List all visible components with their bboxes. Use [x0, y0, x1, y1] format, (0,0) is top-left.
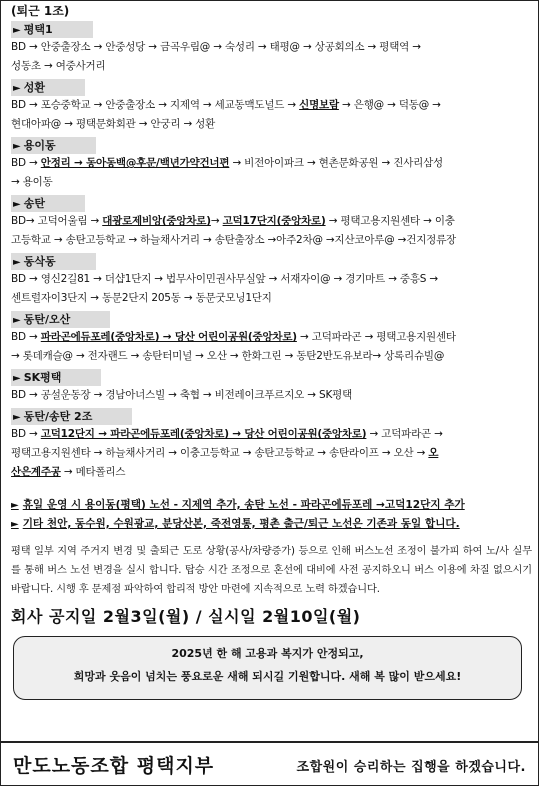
route-stops: → 평택고용지원센타 → 이충	[325, 215, 455, 227]
route-name: SK평택	[23, 371, 62, 384]
route-stops: BD → 포승중학교 → 안중출장소 → 지제역 → 세교동맥도널드 →	[11, 99, 300, 111]
highlighted-stop: 고덕12단지 → 파라곤에듀포레(중앙차로) → 당산 어린이공원(중앙차로)	[40, 428, 367, 440]
highlighted-stop: 오	[428, 447, 439, 459]
notes	[11, 496, 532, 534]
route-stops: 현대아파@ → 평택문화회관 → 안궁리 → 성환	[11, 118, 216, 130]
route-stops: 성동초 → 여중사거리	[11, 60, 106, 72]
route-stops: → 고덕파라곤 →	[366, 428, 443, 440]
route-name: 동탄/송탄 2조	[23, 410, 93, 423]
route-stops-line	[11, 463, 532, 482]
route-stops: → 용이동	[11, 176, 53, 188]
triangle-icon: ►	[13, 141, 21, 152]
highlighted-stop: 안정리 → 동아동백@후문/백년가약건너편	[40, 157, 230, 169]
route-name: 송탄	[23, 197, 45, 210]
note-other-routes	[11, 515, 532, 534]
route-name: 평택1	[23, 23, 53, 36]
route-stops-line	[11, 347, 532, 366]
route-stops-line	[11, 444, 532, 463]
highlighted-stop: 산은계주공	[11, 466, 61, 478]
route-stops: → 롯데캐슬@ → 전자랜드 → 송탄터미널 → 오산 → 한화그린 → 동탄2반도유보라→ 상록리슈빌@	[11, 350, 445, 362]
route-name: 동삭동	[23, 255, 56, 268]
content	[1, 1, 538, 700]
route-stops: → 비전아이파크 → 현촌문화공원 → 진사리삼성	[229, 157, 443, 169]
route-header	[11, 311, 110, 328]
route-stops-line	[11, 57, 532, 76]
route-stops-line	[11, 425, 532, 444]
route-list	[11, 18, 532, 482]
route-stops: →	[210, 215, 223, 227]
route-stops: → 고덕파라곤 → 평택고용지원센타	[296, 331, 456, 343]
route-header	[11, 369, 101, 386]
route-header	[11, 79, 85, 96]
footer	[1, 741, 538, 787]
greeting-line-1: 2025년 한 해 고용과 복지가 안정되고,	[171, 647, 364, 660]
note-text: 기타 천안, 동수원, 수원광교, 분당산본, 죽전영통, 평촌 출근/퇴근 노선은 기존과 동일 합니다.	[22, 518, 460, 530]
highlighted-stop: 고덕17단지(중앙차로)	[222, 215, 326, 227]
route-stops: BD → 공설운동장 → 경남아너스빌 → 축협 → 비전레이크푸르지오 → SK평택	[11, 389, 353, 401]
route-stops-line	[11, 154, 532, 173]
note-text: 휴일 운영 시 용이동(평택) 노선 - 지제역 추가, 송탄 노선 - 파라곤에듀포레 →고덕12단지 추가	[22, 499, 465, 511]
triangle-icon: ►	[13, 373, 21, 384]
route-header	[11, 408, 132, 425]
route-name: 동탄/오산	[23, 313, 71, 326]
route-stops-line	[11, 115, 532, 134]
note-holiday	[11, 496, 532, 515]
route-stops: BD → 영신2길81 → 더샵1단지 → 법무사이민권사무실앞 → 서재자이@ → 경기마트 → 중흥S →	[11, 273, 439, 285]
route-header	[11, 137, 96, 154]
highlighted-stop: 파라곤에듀포레(중앙차로) → 당산 어린이공원(중앙차로)	[40, 331, 297, 343]
route-stops-line	[11, 231, 532, 250]
route-stops: BD→ 고덕어울림 →	[11, 215, 103, 227]
page-title: (퇴근 1조)	[11, 4, 70, 18]
triangle-icon: ►	[11, 500, 19, 511]
highlighted-stop: 대광로제비앙(중앙차로)	[102, 215, 211, 227]
route-header	[11, 195, 85, 212]
route-name: 용이동	[23, 139, 56, 152]
route-stops: → 은행@ → 덕동@ →	[338, 99, 441, 111]
route-header	[11, 21, 93, 38]
triangle-icon: ►	[13, 257, 21, 268]
route-stops: 고등학교 → 송탄고등학교 → 하늘채사거리 → 송탄출장소 →아주2차@ →지산코아루@ →건지정류장	[11, 234, 456, 246]
route-stops-line	[11, 386, 532, 405]
route-stops: 평택고용지원센타 → 하늘채사거리 → 이충고등학교 → 송탄고등학교 → 송탄라이프 → 오산 →	[11, 447, 429, 459]
route-stops-line	[11, 212, 532, 231]
triangle-icon: ►	[13, 315, 21, 326]
greeting-box	[13, 636, 522, 700]
route-stops: 센트럴자이3단지 → 동문2단지 205동 → 동문굿모닝1단지	[11, 292, 272, 304]
route-stops-line	[11, 38, 532, 57]
route-stops: BD → 안중출장소 → 안중성당 → 금곡우림@ → 숙성리 → 태평@ → 상공회의소 → 평택역 →	[11, 41, 421, 53]
route-stops-line	[11, 96, 532, 115]
description-paragraph: 평택 일부 지역 주거지 변경 및 출퇴근 도로 상황(공사/차량증가) 등으로 인해 버스노선 조정이 불가피 하여 노/사 실무를 통해 버스 노선 변경을 실시 합니다. 탑승 시간 조정으로 혼선에 대비에 사전 공지하오니 버스 이용에 차질 없으시기 바랍니다. 시행 후 문제점 파악하여 합리적 방안 마련에 지속적으로 노력 하겠습니다.	[11, 546, 532, 595]
greeting-line-2: 희망과 웃음이 넘치는 풍요로운 새해 되시길 기원합니다. 새해 복 많이 받으세요!	[73, 670, 462, 683]
route-stops: BD →	[11, 157, 41, 169]
route-stops-line	[11, 173, 532, 192]
union-name: 만도노동조합 평택지부	[13, 755, 215, 777]
triangle-icon: ►	[11, 519, 19, 530]
route-stops-line	[11, 289, 532, 308]
route-stops: → 메타폴리스	[60, 466, 126, 478]
triangle-icon: ►	[13, 199, 21, 210]
highlighted-stop: 신명보람	[299, 99, 339, 111]
triangle-icon: ►	[13, 83, 21, 94]
route-stops: BD →	[11, 331, 41, 343]
route-stops-line	[11, 328, 532, 347]
route-name: 성환	[23, 81, 45, 94]
route-stops-line	[11, 270, 532, 289]
triangle-icon: ►	[13, 412, 21, 423]
route-stops: BD →	[11, 428, 41, 440]
route-header	[11, 253, 96, 270]
triangle-icon: ►	[13, 25, 21, 36]
union-slogan: 조합원이 승리하는 집행을 하겠습니다.	[296, 760, 526, 775]
notice-dates: 회사 공지일 2월3일(월) / 실시일 2월10일(월)	[11, 607, 361, 626]
